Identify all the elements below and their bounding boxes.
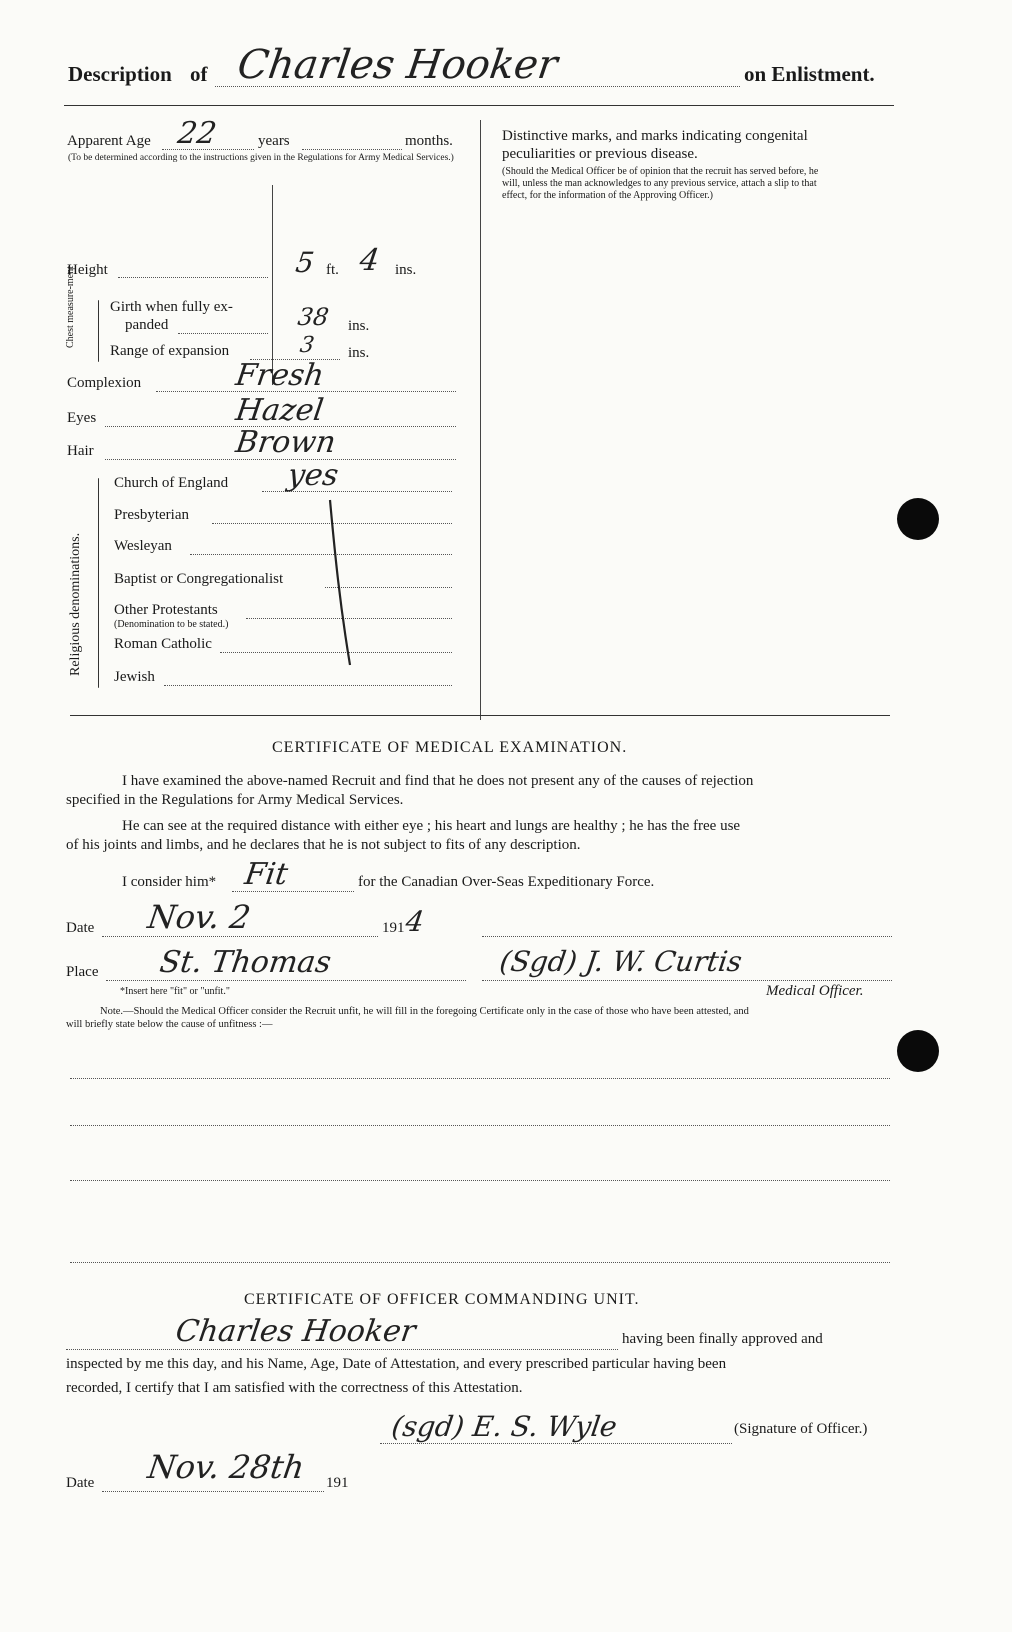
- punch-hole-top: [897, 498, 939, 540]
- commanding-signature-line: [380, 1443, 732, 1444]
- medical-place-line: [106, 980, 466, 981]
- religion-church-of-england: Church of England: [114, 475, 229, 491]
- religion-baptist: Baptist or Congregationalist: [114, 571, 284, 587]
- medical-place-value: St. Thomas: [157, 945, 334, 980]
- marks-note-3: effect, for the information of the Approving Officer.): [502, 190, 713, 201]
- commanding-line-1-suffix: having been finally approved and: [622, 1331, 823, 1347]
- header-description: Description: [68, 62, 172, 86]
- medical-date-value: Nov. 2: [145, 898, 253, 936]
- punch-hole-bottom: [897, 1030, 939, 1072]
- girth-label-1: Girth when fully ex-: [110, 299, 233, 315]
- commanding-date-label: Date: [66, 1475, 95, 1491]
- marks-heading-1: Distinctive marks, and marks indicating congenital: [502, 128, 808, 144]
- header-rule: [64, 105, 894, 106]
- religion-jewish: Jewish: [114, 669, 155, 685]
- religion-wesleyan: Wesleyan: [114, 538, 172, 554]
- hair-label: Hair: [67, 443, 94, 459]
- medical-note-line-1: Note.—Should the Medical Officer consider the Recruit unfit, he will fill in the foregoing Certificate only in the case of those who have been attested, and: [100, 1006, 749, 1017]
- commanding-officer-signature: (sgd) E. S. Wyle: [389, 1410, 620, 1443]
- height-in-value: 4: [357, 243, 382, 278]
- commanding-name-value: Charles Hooker: [173, 1314, 418, 1349]
- medical-signature-line: [482, 980, 892, 981]
- complexion-value: Fresh: [233, 358, 327, 393]
- medical-year-digit: 4: [403, 905, 427, 938]
- age-value: 22: [175, 116, 219, 151]
- medical-paragraph-1-line-1: I have examined the above-named Recruit and find that he does not present any of the causes of rejection: [122, 773, 754, 789]
- age-note: (To be determined according to the instructions given in the Regulations for Army Medical Services.): [68, 153, 454, 163]
- height-line: [118, 277, 268, 278]
- range-label: Range of expansion: [110, 343, 230, 359]
- consider-suffix: for the Canadian Over-Seas Expeditionary Force.: [358, 874, 655, 890]
- range-ins-label: ins.: [348, 345, 370, 361]
- ft-label: ft.: [326, 262, 339, 278]
- chest-label-text: Chest measure-ment: [65, 266, 76, 348]
- marks-note-1: (Should the Medical Officer be of opinion that the recruit has served before, he: [502, 166, 819, 177]
- chest-brace: [98, 300, 99, 362]
- header-on-enlistment: on Enlistment.: [744, 62, 875, 86]
- religion-line-7: [164, 685, 452, 686]
- medical-officer-signature: (Sgd) J. W. Curtis: [497, 945, 745, 978]
- medical-place-label: Place: [66, 964, 99, 980]
- girth-ins-label: ins.: [348, 318, 370, 334]
- header-of: of: [190, 62, 208, 86]
- months-label: months.: [405, 133, 453, 149]
- medical-year-prefix: 191: [382, 920, 405, 936]
- religion-roman-catholic: Roman Catholic: [114, 636, 212, 652]
- value-column-rule: [272, 185, 273, 385]
- commanding-line-3: recorded, I certify that I am satisfied with the correctness of this Attestation.: [66, 1380, 523, 1396]
- religion-other-note: (Denomination to be stated.): [114, 619, 229, 630]
- insert-note: *Insert here "fit" or "unfit.": [120, 986, 230, 997]
- medical-paragraph-2-line-2: of his joints and limbs, and he declares that he is not subject to fits of any description.: [66, 837, 581, 853]
- commanding-line-2: inspected by me this day, and his Name, Age, Date of Attestation, and every prescribed particular having been: [66, 1356, 727, 1372]
- ditto-stroke: [310, 495, 360, 675]
- header-name-value: Charles Hooker: [234, 42, 561, 88]
- marks-note-2: will, unless the man acknowledges to any previous service, attach a slip to that: [502, 178, 817, 189]
- years-label: years: [258, 133, 290, 149]
- girth-line: [178, 333, 268, 334]
- medical-date-label: Date: [66, 920, 95, 936]
- girth-label-2: panded: [125, 317, 169, 333]
- column-divider: [480, 120, 481, 720]
- medical-note-line-2: will briefly state below the cause of unfitness :—: [66, 1019, 273, 1030]
- apparent-age-label: Apparent Age: [67, 133, 151, 149]
- commanding-year-prefix: 191: [326, 1475, 349, 1491]
- religion-church-of-england-value: yes: [285, 458, 341, 493]
- unfitness-line-2: [70, 1125, 890, 1126]
- complexion-label: Complexion: [67, 375, 142, 391]
- girth-value: 38: [296, 303, 331, 331]
- eyes-label: Eyes: [67, 410, 97, 426]
- height-label: Height: [67, 262, 108, 278]
- religious-denominations-label: Religious denominations.: [68, 532, 83, 676]
- religion-other-protestants: Other Protestants: [114, 602, 218, 618]
- consider-prefix: I consider him*: [122, 874, 217, 890]
- unfitness-line-3: [70, 1180, 890, 1181]
- eyes-value: Hazel: [233, 393, 326, 428]
- religion-brace: [98, 478, 99, 688]
- religion-presbyterian: Presbyterian: [114, 507, 189, 523]
- chest-measurement-label: [65, 266, 76, 348]
- hair-value: Brown: [233, 425, 338, 460]
- range-value: 3: [298, 333, 316, 358]
- unfitness-line-1: [70, 1078, 890, 1079]
- commanding-certificate-title: CERTIFICATE OF OFFICER COMMANDING UNIT.: [244, 1291, 640, 1308]
- medical-date-right-line: [482, 936, 892, 937]
- commanding-date-value: Nov. 28th: [145, 1448, 307, 1486]
- marks-heading-2: peculiarities or previous disease.: [502, 146, 698, 162]
- signature-of-officer-label: (Signature of Officer.): [734, 1421, 868, 1437]
- months-line: [302, 149, 402, 150]
- commanding-name-line: [66, 1349, 618, 1350]
- medical-paragraph-1-line-2: specified in the Regulations for Army Medical Services.: [66, 792, 404, 808]
- medical-paragraph-2-line-1: He can see at the required distance with either eye ; his heart and lungs are healthy ; he has the free use: [122, 818, 741, 834]
- unfitness-line-4: [70, 1262, 890, 1263]
- medical-certificate-title: CERTIFICATE OF MEDICAL EXAMINATION.: [272, 739, 628, 756]
- section-rule-1: [70, 715, 890, 716]
- height-ft-value: 5: [293, 246, 317, 279]
- medical-date-line: [102, 936, 378, 937]
- height-ins-label: ins.: [395, 262, 417, 278]
- commanding-date-line: [102, 1491, 324, 1492]
- consider-value: Fit: [242, 857, 290, 892]
- medical-officer-label: Medical Officer.: [766, 983, 864, 999]
